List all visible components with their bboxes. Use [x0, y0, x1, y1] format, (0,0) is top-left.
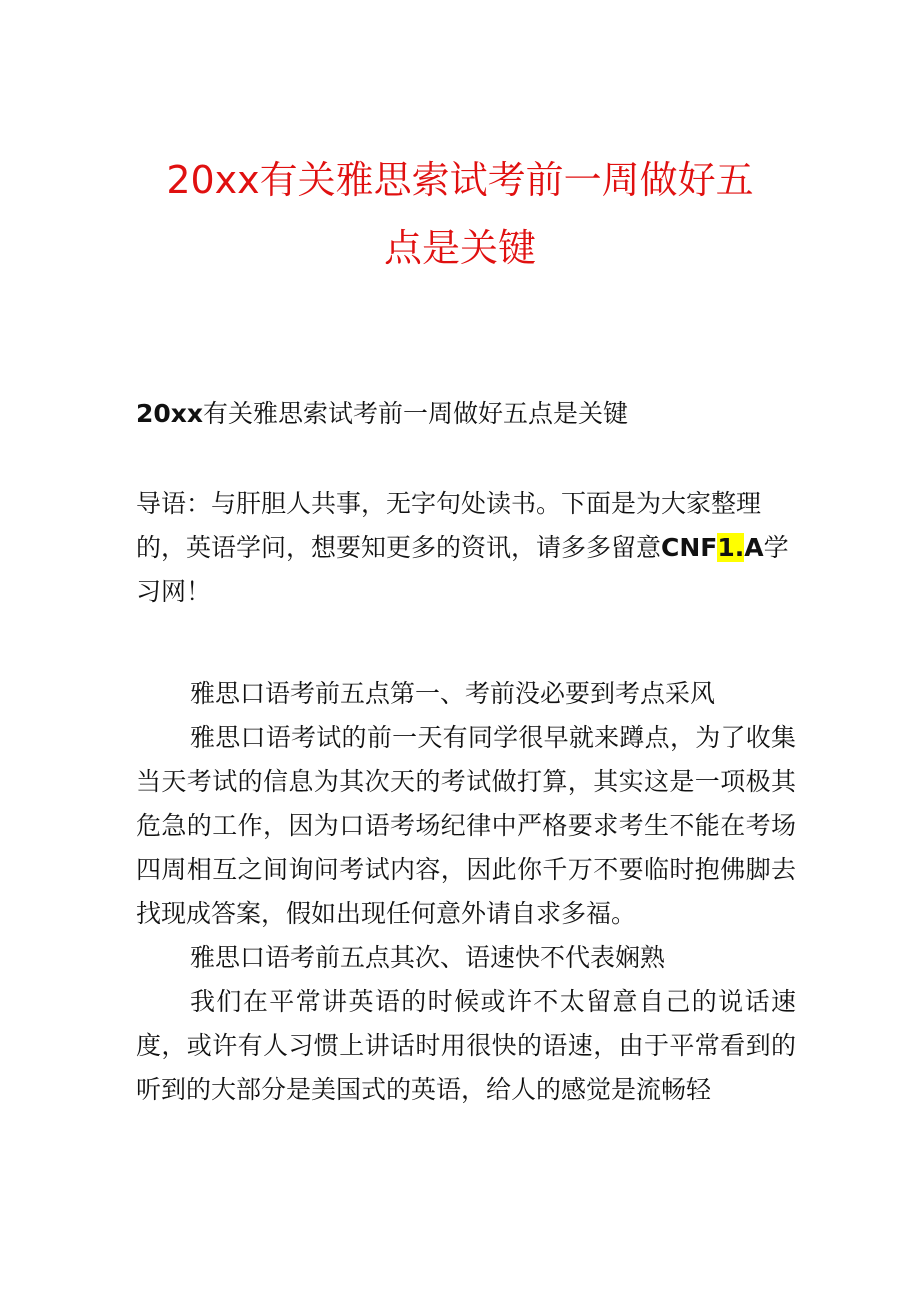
intro-text-end: 学习网！	[136, 533, 789, 606]
subtitle-year: 20xx	[136, 399, 204, 428]
intro-code-c: A	[744, 533, 764, 562]
body-paragraph-2: 我们在平常讲英语的时候或许不太留意自己的说话速度，或许有人习惯上讲话时用很快的语速，由于平常看到的听到的大部分是美国式的英语，给人的感觉是流畅轻	[136, 987, 796, 1104]
document-subtitle	[136, 392, 796, 436]
intro-code-a: CNF	[661, 533, 718, 562]
body-paragraph-1: 雅思口语考试的前一天有同学很早就来蹲点，为了收集当天考试的信息为其次天的考试做打算，其实这是一项极其危急的工作，因为口语考场纪律中严格要求考生不能在考场四周相互之间询问考试内容，因此你千万不要临时抱佛脚去找现成答案，假如出现任何意外请自求多福。	[136, 723, 796, 928]
intro-code-highlight: 1.	[717, 533, 745, 562]
intro-text: 导语：与肝胆人共事，无字句处读书。下面是为大家整理的，英语学问，想要知更多的资讯，请多多留意	[136, 489, 762, 562]
intro-paragraph	[136, 482, 796, 614]
title-line-2: 点是关键	[383, 226, 536, 270]
subtitle-text: 有关雅思索试考前一周做好五点是关键	[203, 399, 629, 428]
title-line-1: 20xx有关雅思索试考前一周做好五	[166, 158, 754, 202]
section-heading-1: 雅思口语考前五点第一、考前没必要到考点采风	[190, 679, 716, 708]
section-heading-2: 雅思口语考前五点其次、语速快不代表娴熟	[190, 943, 666, 972]
body-section	[136, 672, 796, 1112]
document-title	[100, 146, 820, 282]
